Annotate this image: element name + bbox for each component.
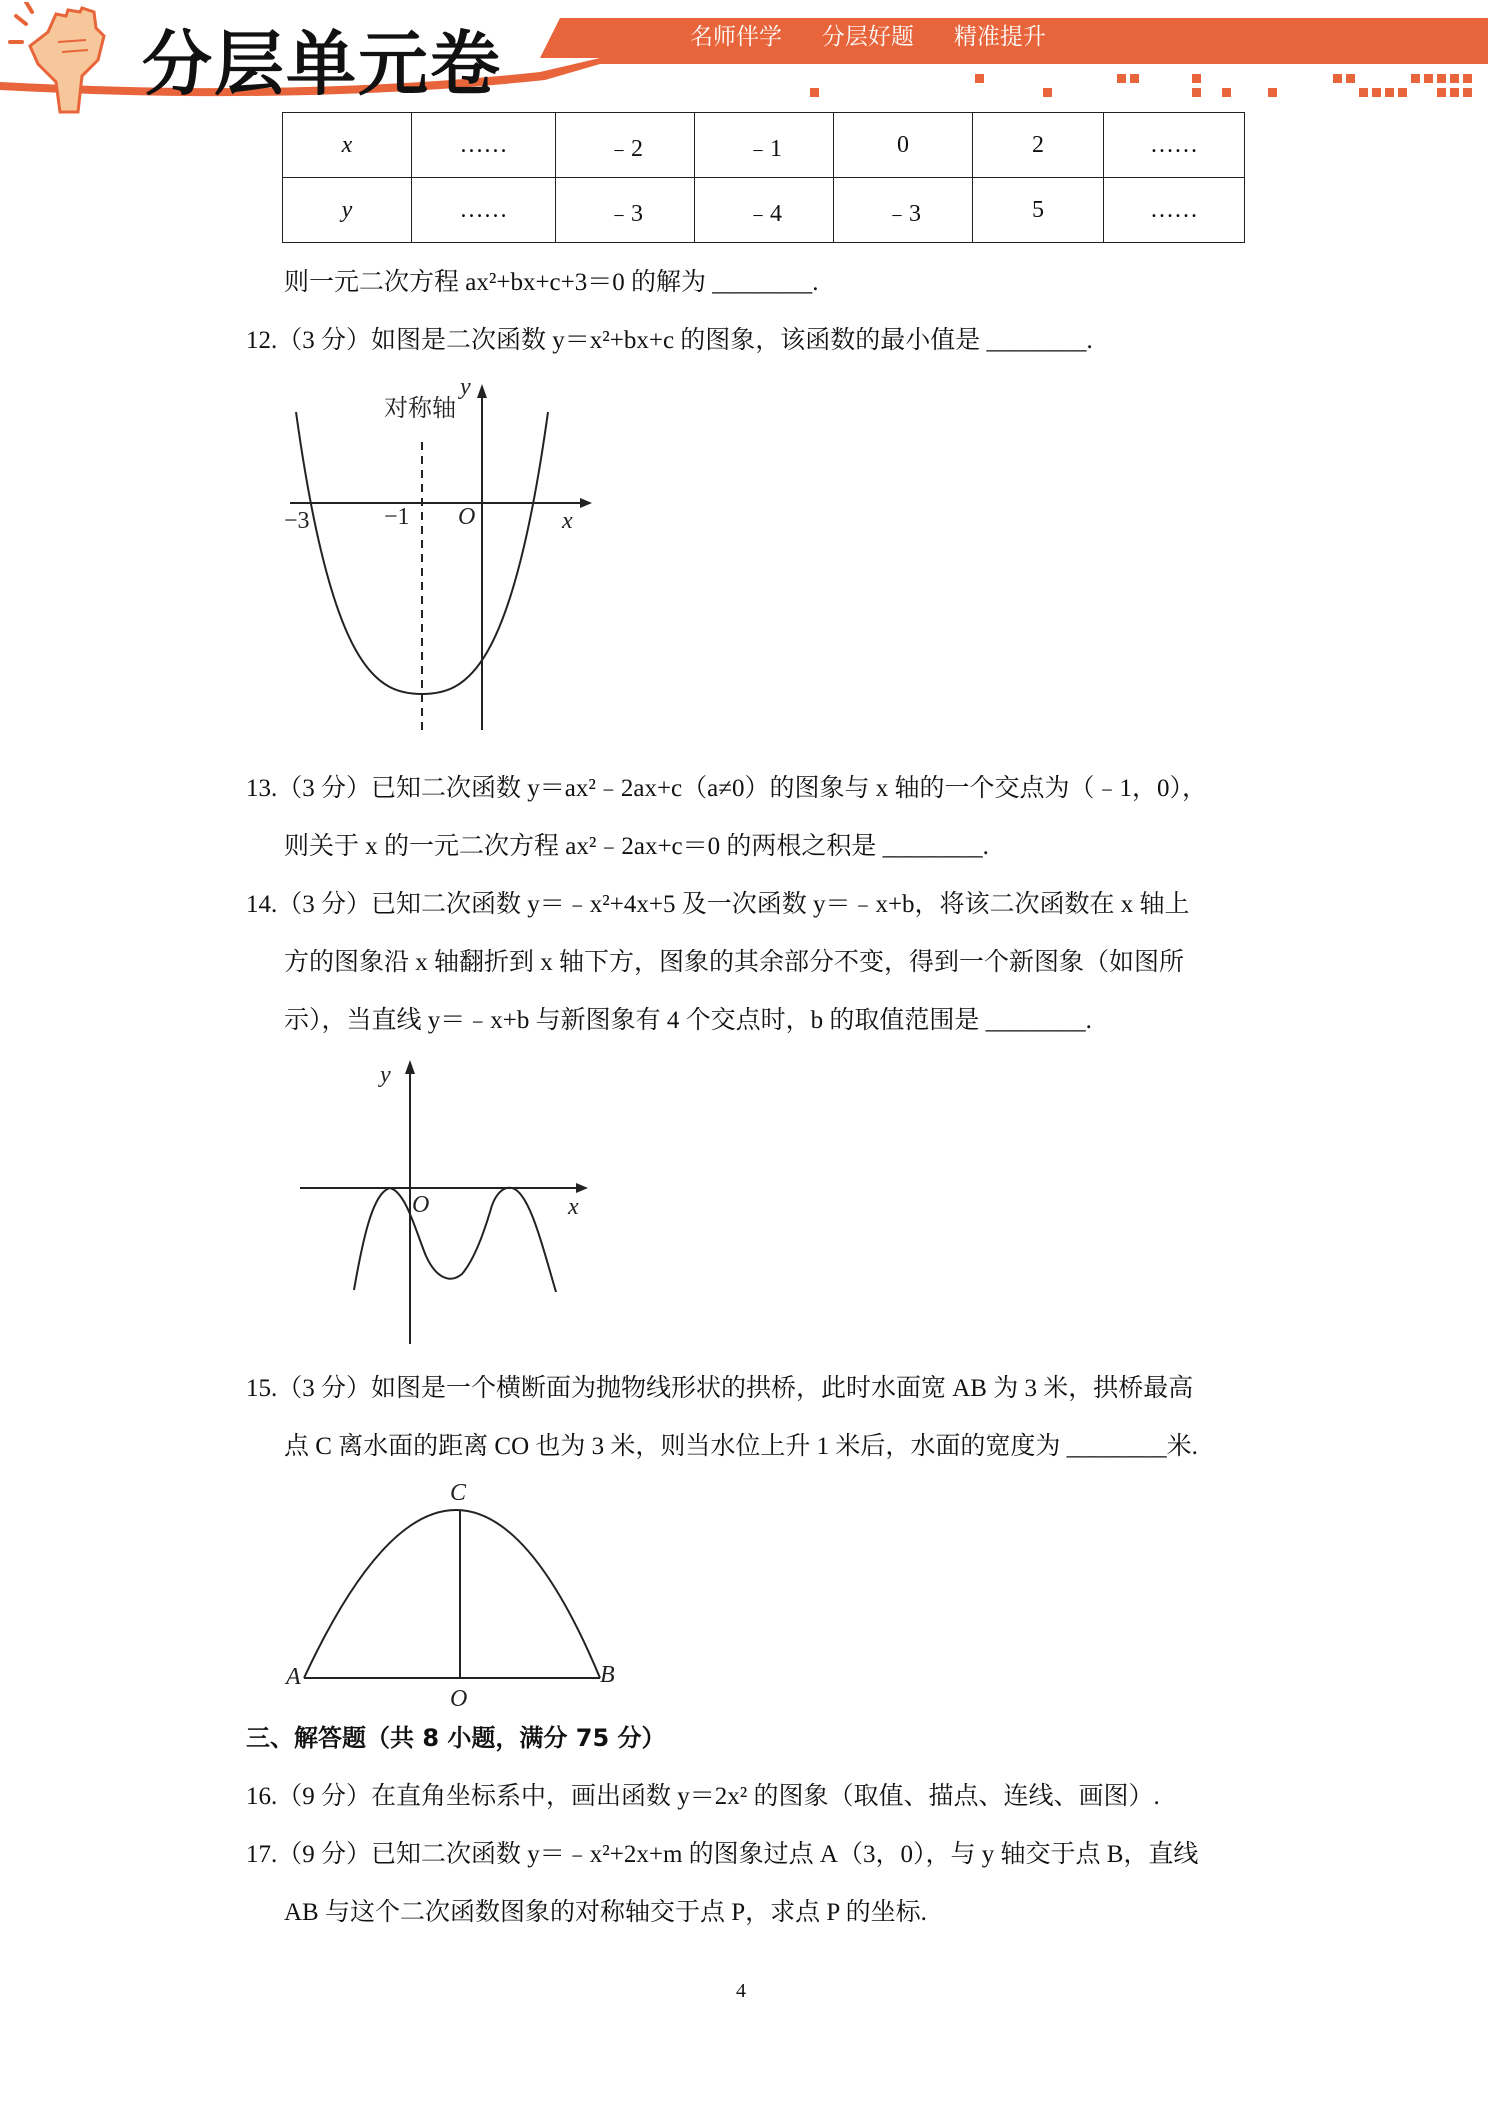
table-row — [283, 113, 1245, 178]
table-cell: 0 — [834, 113, 973, 178]
tick-label: −3 — [284, 508, 310, 534]
q12-parabola-figure — [280, 372, 600, 742]
fist-logo-icon — [8, 2, 128, 120]
section-heading: 三、解答题（共 8 小题，满分 75 分） — [246, 1724, 666, 1752]
page-number: 4 — [736, 1980, 746, 2002]
table-cell: ﹣4 — [695, 178, 834, 243]
point-o-label: O — [450, 1686, 468, 1710]
q12-text: 12.（3 分）如图是二次函数 y＝x²+bx+c 的图象，该函数的最小值是 ________. — [246, 327, 1093, 354]
table-cell: ﹣3 — [556, 178, 695, 243]
table-cell: ﹣3 — [834, 178, 973, 243]
q14-folded-parabola-figure — [290, 1052, 610, 1352]
table-cell: …… — [412, 113, 556, 178]
table-cell: …… — [412, 178, 556, 243]
q14-text-line3: 示），当直线 y＝﹣x+b 与新图象有 4 个交点时，b 的取值范围是 ________. — [284, 1007, 1092, 1034]
table-cell: x — [283, 113, 412, 178]
point-b-label: B — [600, 1662, 615, 1688]
table-cell: y — [283, 178, 412, 243]
q11-answer-line: 则一元二次方程 ax²+bx+c+3＝0 的解为 ________. — [284, 269, 819, 296]
x-axis-label: x — [562, 508, 573, 534]
axis-of-symmetry-label: 对称轴 — [384, 396, 456, 422]
q14-text-line1: 14.（3 分）已知二次函数 y＝﹣x²+4x+5 及一次函数 y＝﹣x+b，将该二次函数在 x 轴上 — [246, 891, 1190, 918]
origin-label: O — [458, 504, 476, 530]
brand-title: 分层单元卷 — [142, 23, 502, 105]
q15-arch-bridge-figure — [282, 1472, 622, 1710]
tick-label: −1 — [384, 504, 410, 530]
table-cell: 5 — [973, 178, 1104, 243]
q13-text-line1: 13.（3 分）已知二次函数 y＝ax²﹣2ax+c（a≠0）的图象与 x 轴的一个交点为（﹣1，0）， — [246, 775, 1207, 802]
q13-text-line2: 则关于 x 的一元二次方程 ax²﹣2ax+c＝0 的两根之积是 ________. — [284, 833, 989, 860]
table-cell: 2 — [973, 113, 1104, 178]
page-header — [0, 0, 1488, 120]
q17-text-line1: 17.（9 分）已知二次函数 y＝﹣x²+2x+m 的图象过点 A（3，0），与 y 轴交于点 B，直线 — [246, 1841, 1199, 1868]
xy-value-table — [282, 112, 1245, 243]
point-c-label: C — [450, 1480, 467, 1506]
table-cell: ﹣1 — [695, 113, 834, 178]
q15-text-line1: 15.（3 分）如图是一个横断面为抛物线形状的拱桥，此时水面宽 AB 为 3 米，拱桥最高 — [246, 1375, 1194, 1402]
y-axis-label: y — [460, 374, 471, 400]
header-slogan: 名师伴学 分层好题 精准提升 — [690, 24, 1046, 50]
y-axis-label: y — [380, 1062, 391, 1088]
table-cell: …… — [1104, 113, 1245, 178]
table-row — [283, 178, 1245, 243]
x-axis-label: x — [568, 1194, 579, 1220]
q17-text-line2: AB 与这个二次函数图象的对称轴交于点 P，求点 P 的坐标. — [284, 1899, 927, 1926]
q15-text-line2: 点 C 离水面的距离 CO 也为 3 米，则当水位上升 1 米后，水面的宽度为 ________米. — [284, 1433, 1198, 1460]
table-cell: …… — [1104, 178, 1245, 243]
point-a-label: A — [286, 1664, 301, 1690]
q16-text: 16.（9 分）在直角坐标系中，画出函数 y＝2x² 的图象（取值、描点、连线、画图）. — [246, 1783, 1160, 1810]
origin-label: O — [412, 1192, 430, 1218]
q14-text-line2: 方的图象沿 x 轴翻折到 x 轴下方，图象的其余部分不变，得到一个新图象（如图所 — [284, 949, 1185, 976]
table-cell: ﹣2 — [556, 113, 695, 178]
